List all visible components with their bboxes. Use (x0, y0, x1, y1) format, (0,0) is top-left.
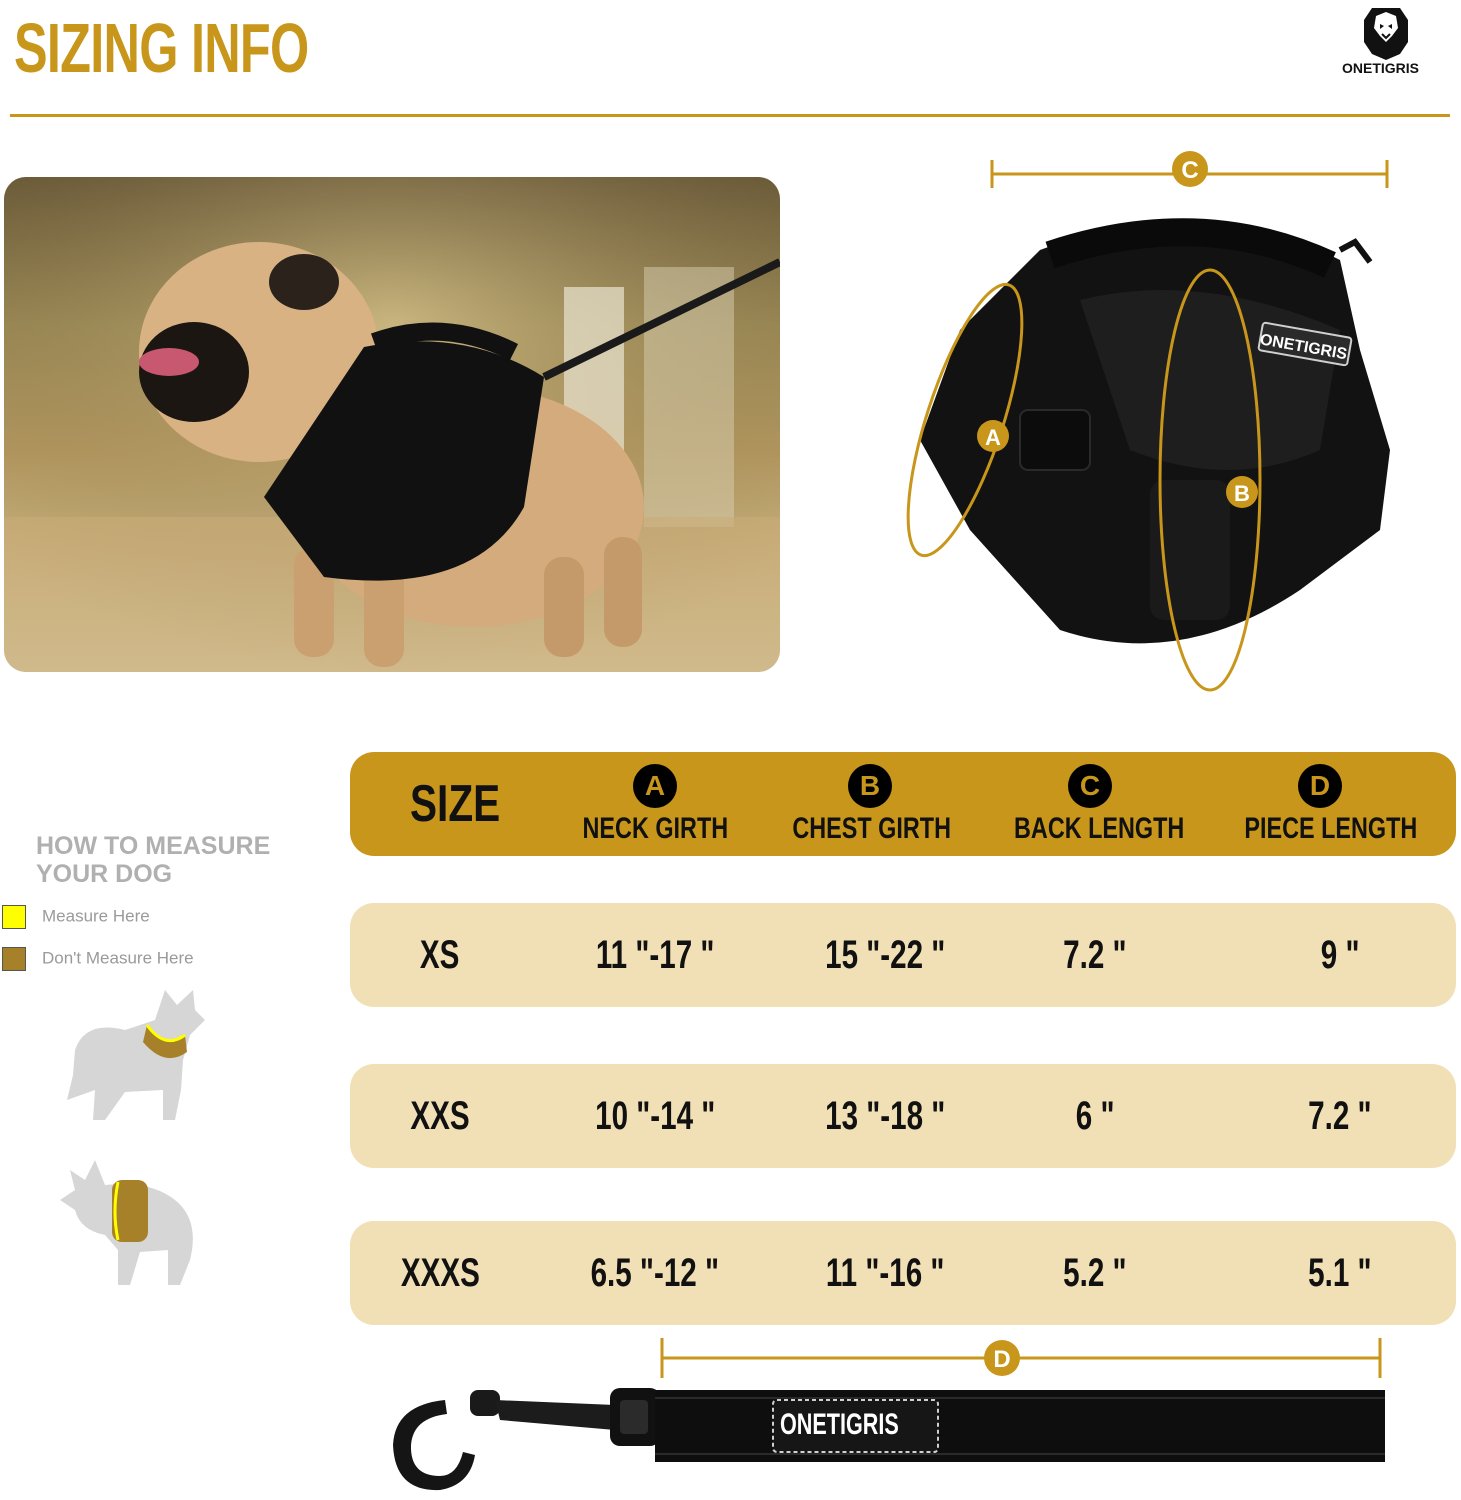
marker-c-label: C (1181, 157, 1199, 184)
size-row-xs (350, 903, 1456, 1007)
size-cell: XXS (410, 1094, 470, 1138)
pug-in-harness-image (4, 177, 780, 672)
piece-length-cell: 9 " (1320, 933, 1360, 977)
legend-dont-measure-here (2, 947, 194, 971)
dog-photo (4, 177, 780, 672)
neck-girth-cell: 10 "-14 " (594, 1094, 716, 1138)
back-length-cell: 7.2 " (1063, 933, 1127, 977)
dog-chest-measure-icon (50, 1140, 210, 1290)
piece-length-cell: 5.1 " (1308, 1251, 1372, 1295)
brand-name: ONETIGRIS (1342, 60, 1420, 76)
back-length-cell: 5.2 " (1063, 1251, 1127, 1295)
back-length-cell: 6 " (1075, 1094, 1115, 1138)
size-table-header (350, 752, 1456, 856)
legend-title (36, 832, 336, 888)
size-row-xxs (350, 1064, 1456, 1168)
neck-girth-header (555, 752, 755, 856)
chest-girth-badge: B (848, 764, 892, 808)
neck-girth-cell: 6.5 "-12 " (590, 1251, 720, 1295)
dog-neck-measure-icon (55, 980, 215, 1135)
size-cell: XS (420, 933, 460, 977)
piece-length-header (1220, 752, 1420, 856)
back-length-label: BACK LENGTH (1014, 812, 1185, 845)
marker-a-label: A (985, 425, 1001, 450)
dont-measure-here-label: Don't Measure Here (42, 948, 194, 968)
leash-brand-label: ONETIGRIS (780, 1408, 899, 1441)
chest-girth-label: CHEST GIRTH (792, 812, 951, 845)
legend-measure-here (2, 905, 150, 929)
size-cell: XXXS (400, 1251, 480, 1295)
measure-here-swatch (2, 905, 26, 929)
neck-girth-badge: A (633, 764, 677, 808)
harness-diagram (900, 150, 1420, 700)
piece-length-badge: D (1298, 764, 1342, 808)
page-title: SIZING INFO (14, 9, 309, 87)
marker-b-label: B (1234, 481, 1250, 506)
back-length-badge: C (1068, 764, 1112, 808)
header-divider (10, 114, 1450, 117)
neck-girth-cell: 11 "-17 " (595, 933, 715, 977)
measure-here-label: Measure Here (42, 906, 150, 926)
size-row-xxxs (350, 1221, 1456, 1325)
harness-patch: ONETIGRIS (1258, 331, 1349, 364)
back-length-header (990, 752, 1190, 856)
piece-length-cell: 7.2 " (1308, 1094, 1372, 1138)
neck-girth-label: NECK GIRTH (582, 812, 728, 845)
chest-girth-header (770, 752, 970, 856)
chest-girth-cell: 13 "-18 " (824, 1094, 946, 1138)
piece-length-label: PIECE LENGTH (1244, 812, 1418, 845)
chest-girth-cell: 15 "-22 " (824, 933, 946, 977)
legend-title-line2: YOUR DOG (36, 860, 173, 888)
legend-title-line1: HOW TO MEASURE (36, 832, 271, 860)
chest-girth-cell: 11 "-16 " (825, 1251, 945, 1295)
dont-measure-here-swatch (2, 947, 26, 971)
marker-d-label: D (993, 1346, 1011, 1373)
size-column-header: SIZE (410, 775, 501, 833)
